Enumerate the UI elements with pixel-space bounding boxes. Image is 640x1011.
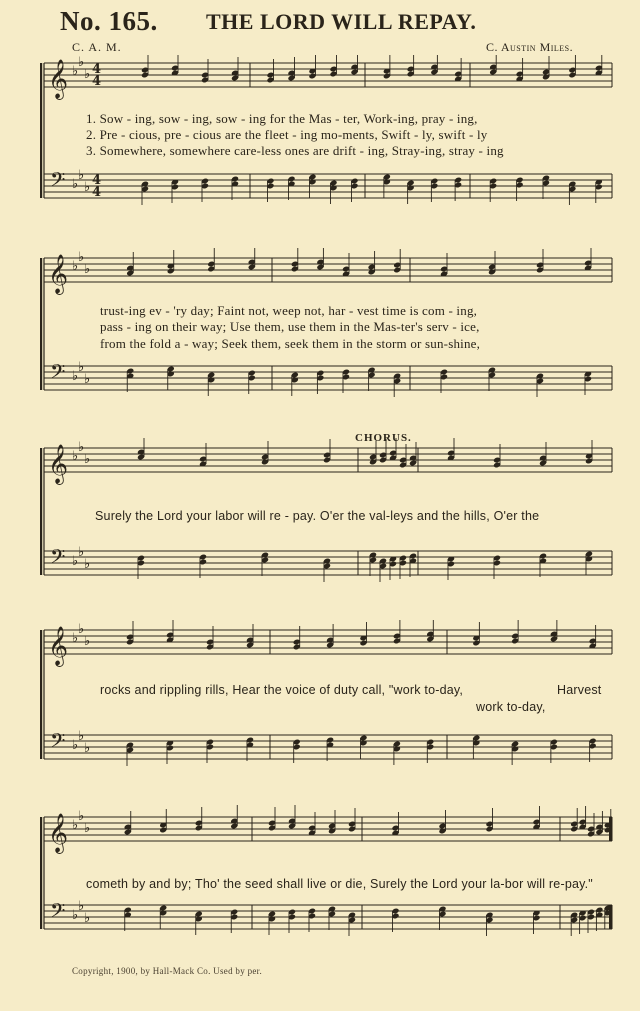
note-chord <box>261 441 269 465</box>
note-chord <box>369 552 377 576</box>
system-bracket <box>40 817 42 929</box>
system-bracket <box>40 258 42 390</box>
note-chord <box>171 179 179 203</box>
note-chord <box>383 55 391 79</box>
note-chord <box>342 369 350 393</box>
note-chord <box>308 55 316 79</box>
flat-icon: ♭ <box>72 64 79 79</box>
time-signature-digit: 4 <box>92 173 102 188</box>
treble-clef-icon: 𝄞 <box>48 59 69 99</box>
note-chord <box>393 249 401 273</box>
flat-icon: ♭ <box>72 908 79 923</box>
bass-clef-icon: 𝄢 <box>50 360 66 388</box>
flat-icon: ♭ <box>72 259 79 274</box>
flat-icon: ♭ <box>78 545 85 560</box>
note-chord <box>584 248 592 271</box>
note-chord <box>532 910 540 934</box>
flat-icon: ♭ <box>78 168 85 183</box>
note-chord <box>440 253 448 277</box>
treble-clef-icon: 𝄞 <box>48 444 69 484</box>
note-chord <box>393 620 401 644</box>
music-credit: C. Austin Miles. <box>486 40 574 54</box>
bass-clef-icon: 𝄢 <box>50 729 66 757</box>
flat-icon: ♭ <box>72 738 79 753</box>
note-chord <box>348 808 356 832</box>
flat-icon: ♭ <box>84 452 91 467</box>
flat-icon: ♭ <box>78 360 85 375</box>
flat-icon: ♭ <box>72 177 79 192</box>
note-chord <box>328 810 336 834</box>
verse-1-line-2: trust-ing ev - 'ry day; Faint not, weep not, har - vest time is com - ing, <box>100 303 478 318</box>
note-chord <box>207 248 215 272</box>
note-chord <box>391 908 399 932</box>
note-chord <box>350 55 358 75</box>
note-chord <box>287 176 295 200</box>
note-chord <box>126 368 134 392</box>
verse-2-line-1: 2. Pre - cious, pre - cious are the fleet - ing mo-ments, Swift - ly, swift - ly <box>86 127 488 142</box>
note-chord <box>516 58 524 82</box>
note-chord <box>485 808 493 832</box>
note-chord <box>604 809 612 833</box>
note-chord <box>595 55 603 76</box>
chorus-line-1: Surely the Lord your labor will re - pay. O'er the val-leys and the hills, O'er the <box>95 509 540 523</box>
note-chord <box>542 175 550 199</box>
note-chord <box>166 740 174 764</box>
note-chord <box>589 738 597 762</box>
note-chord <box>584 371 592 395</box>
note-chord <box>379 439 387 463</box>
flat-icon: ♭ <box>84 180 91 195</box>
note-chord <box>595 907 603 931</box>
flat-icon: ♭ <box>84 262 91 277</box>
note-chord <box>589 625 597 649</box>
note-chord <box>159 809 167 833</box>
note-chord <box>430 55 438 75</box>
note-chord <box>368 367 376 391</box>
note-chord <box>199 554 207 578</box>
note-chord <box>391 812 399 836</box>
chorus-line-2: rocks and rippling rills, Hear the voice of duty call, "work to-day, <box>100 683 464 697</box>
note-chord <box>488 367 496 391</box>
flat-icon: ♭ <box>84 911 91 926</box>
note-chord <box>570 912 578 936</box>
note-chord <box>447 556 455 580</box>
note-chord <box>328 906 336 930</box>
chorus-line-3: cometh by and by; Tho' the seed shall live or die, Surely the Lord your la-bor will re-pay." <box>86 877 593 891</box>
note-chord <box>579 910 587 934</box>
note-chord <box>141 181 149 205</box>
note-chord <box>261 552 269 576</box>
note-chord <box>595 179 603 203</box>
note-chord <box>389 556 397 580</box>
flat-icon: ♭ <box>72 369 79 384</box>
time-signature-digit: 4 <box>92 74 102 89</box>
flat-icon: ♭ <box>84 557 91 572</box>
bass-clef-icon: 𝄢 <box>50 545 66 573</box>
note-chord <box>389 438 397 461</box>
note-chord <box>308 812 316 836</box>
note-chord <box>568 55 576 78</box>
note-chord <box>246 737 254 761</box>
note-chord <box>167 250 175 274</box>
chorus-echo: work to-day, <box>476 700 546 714</box>
chorus-harvest: Harvest <box>557 683 602 697</box>
flat-icon: ♭ <box>78 250 85 265</box>
note-chord <box>369 441 377 465</box>
system-bracket <box>40 63 42 198</box>
system-bracket <box>40 448 42 575</box>
verse-3-line-1: 3. Somewhere, somewhere care-less ones are drift - ing, Stray-ing, stray - ing <box>86 143 504 158</box>
bass-clef-icon: 𝄢 <box>50 168 66 196</box>
note-chord <box>585 440 593 464</box>
treble-clef-icon: 𝄞 <box>48 813 69 853</box>
note-chord <box>542 56 550 80</box>
note-chord <box>454 58 462 82</box>
verse-3-line-2: from the fold a - way; Seek them, seek them in the storm or sun-shine, <box>100 336 481 351</box>
copyright-notice: Copyright, 1900, by Hall-Mack Co. Used by per. <box>72 966 263 976</box>
treble-clef-icon: 𝄞 <box>48 626 69 666</box>
note-chord <box>141 55 149 78</box>
note-chord <box>407 55 415 77</box>
note-chord <box>199 443 207 467</box>
flat-icon: ♭ <box>84 634 91 649</box>
bass-clef-icon: 𝄢 <box>50 899 66 927</box>
flat-icon: ♭ <box>84 372 91 387</box>
hymn-title: THE LORD WILL REPAY. <box>206 9 477 34</box>
note-chord <box>516 177 524 201</box>
time-signature-digit: 4 <box>92 185 102 200</box>
flat-icon: ♭ <box>84 741 91 756</box>
treble-staff <box>44 817 612 841</box>
note-chord <box>359 622 367 646</box>
note-chord <box>368 251 376 275</box>
note-chord <box>550 620 558 642</box>
words-credit: C. A. M. <box>72 40 122 54</box>
note-chord <box>329 55 337 77</box>
note-chord <box>511 620 519 644</box>
bass-staff <box>44 174 612 198</box>
note-chord <box>323 558 331 582</box>
note-chord <box>195 807 203 831</box>
note-chord <box>409 553 417 577</box>
note-chord <box>568 181 576 205</box>
flat-icon: ♭ <box>72 631 79 646</box>
note-chord <box>268 807 276 831</box>
note-chord <box>231 176 239 200</box>
note-chord <box>447 438 455 461</box>
flat-icon: ♭ <box>78 729 85 744</box>
note-chord <box>485 912 493 936</box>
note-chord <box>488 251 496 275</box>
verse-2-line-2: pass - ing on their way; Use them, use them in the Mas-ter's serv - ice, <box>100 319 480 334</box>
note-chord <box>440 369 448 393</box>
hymn-number: No. 165. <box>60 6 158 36</box>
flat-icon: ♭ <box>72 449 79 464</box>
note-chord <box>126 621 134 645</box>
note-chord <box>438 810 446 834</box>
note-chord <box>536 373 544 397</box>
note-chord <box>124 907 132 931</box>
note-chord <box>570 808 578 832</box>
note-chord <box>438 906 446 930</box>
flat-icon: ♭ <box>78 440 85 455</box>
flat-icon: ♭ <box>72 554 79 569</box>
note-chord <box>532 806 540 830</box>
note-chord <box>323 439 331 463</box>
note-chord <box>137 438 145 460</box>
flat-icon: ♭ <box>78 809 85 824</box>
system-bracket <box>40 630 42 759</box>
note-chord <box>291 248 299 272</box>
note-chord <box>316 248 324 270</box>
note-chord <box>342 253 350 277</box>
note-chord <box>579 806 587 830</box>
chorus-label: CHORUS. <box>355 432 412 444</box>
verse-1-line-1: 1. Sow - ing, sow - ing, sow - ing for the Mas - ter, Work-ing, pray - ing, <box>86 111 478 126</box>
time-signature-digit: 4 <box>92 62 102 77</box>
flat-icon: ♭ <box>78 622 85 637</box>
flat-icon: ♭ <box>78 899 85 914</box>
flat-icon: ♭ <box>78 55 85 70</box>
note-chord <box>379 558 387 582</box>
note-chord <box>171 55 179 76</box>
note-chord <box>489 55 497 75</box>
note-chord <box>248 248 256 270</box>
treble-staff <box>44 63 612 87</box>
treble-clef-icon: 𝄞 <box>48 254 69 294</box>
note-chord <box>166 620 174 643</box>
note-chord <box>348 912 356 936</box>
flat-icon: ♭ <box>72 818 79 833</box>
system-3 <box>0 438 640 608</box>
note-chord <box>308 908 316 932</box>
note-chord <box>536 249 544 273</box>
note-chord <box>454 177 462 201</box>
flat-icon: ♭ <box>84 67 91 82</box>
note-chord <box>539 553 547 577</box>
note-chord <box>326 737 334 761</box>
flat-icon: ♭ <box>84 821 91 836</box>
note-chord <box>393 373 401 397</box>
note-chord <box>472 622 480 646</box>
note-chord <box>426 620 434 642</box>
note-chord <box>126 742 134 766</box>
